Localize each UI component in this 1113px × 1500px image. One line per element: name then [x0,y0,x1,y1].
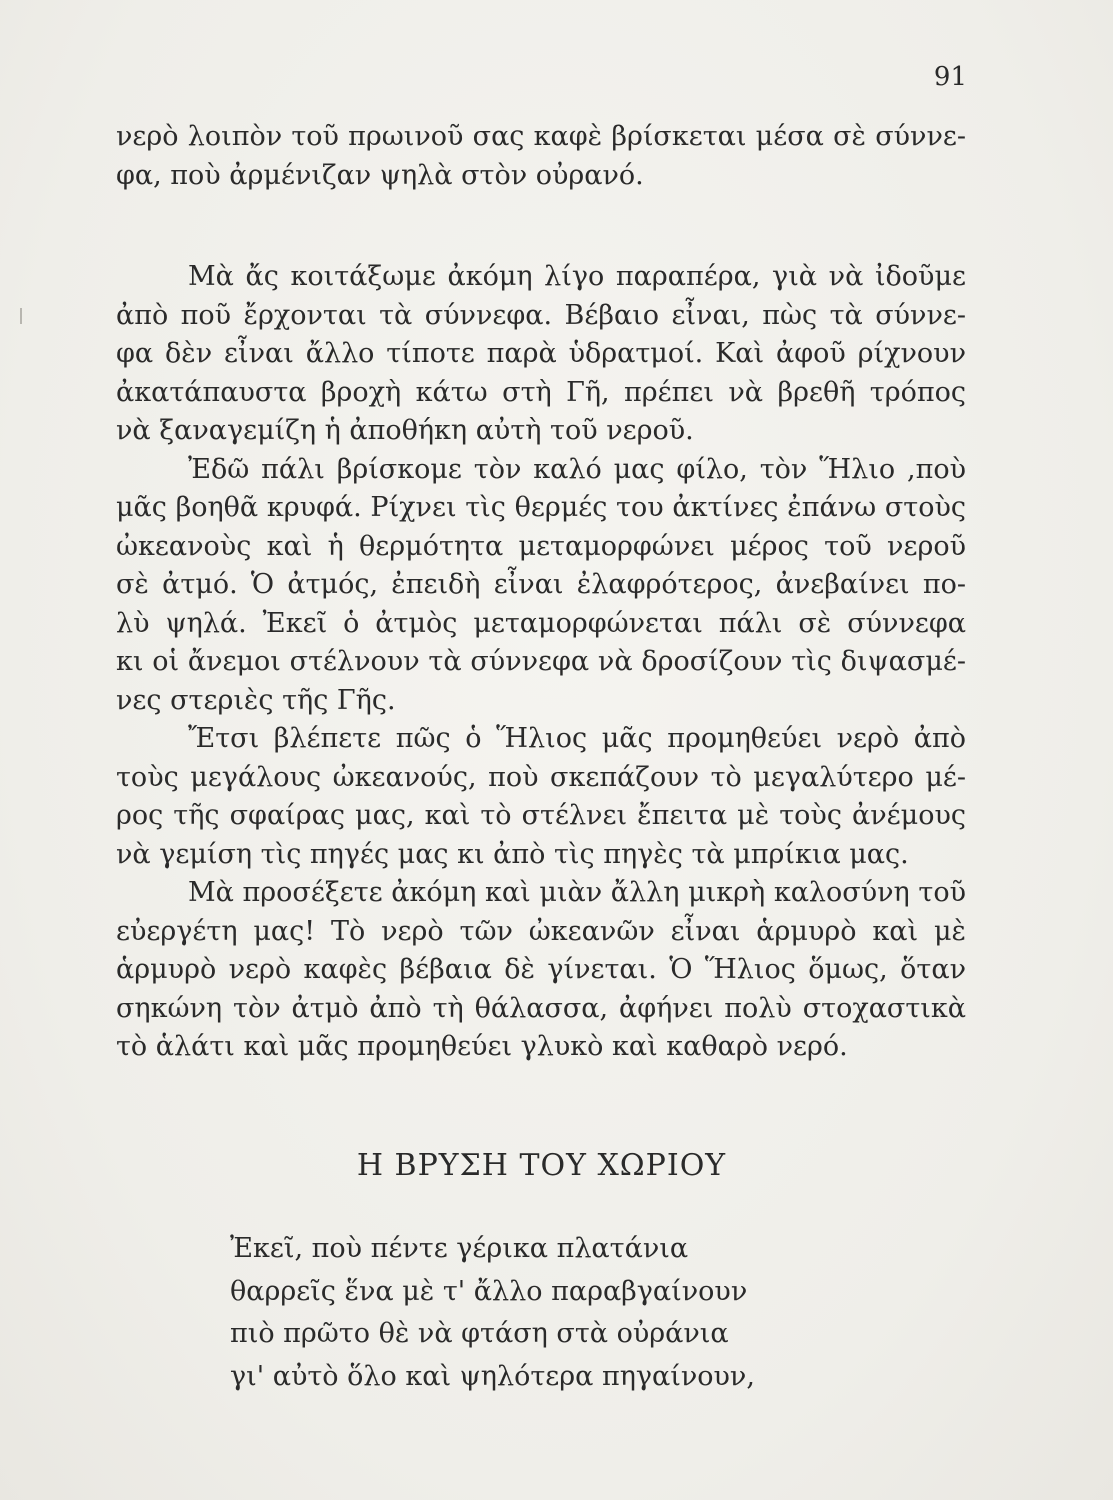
text-line: λὺ ψηλά. Ἐκεῖ ὁ ἀτμὸς μεταμορφώνεται πάλι σὲ σύννεφα [116,607,966,639]
text-line: εὐεργέτη μας! Τὸ νερὸ τῶν ὠκεανῶν εἶναι ἁρμυρὸ καὶ μὲ [116,915,966,947]
text-line: νες στεριὲς τῆς Γῆς. [116,684,396,716]
poem-line: θαρρεῖς ἕνα μὲ τ' ἄλλο παραβγαίνουν [230,1275,748,1307]
text-line: ἀπὸ ποῦ ἔρχονται τὰ σύννεφα. Βέβαιο εἶναι, πὼς τὰ σύννε- [116,299,966,331]
text-line: ἀκατάπαυστα βροχὴ κάτω στὴ Γῆ, πρέπει νὰ βρεθῆ τρόπος [116,376,966,408]
text-block-main [116,258,966,1067]
text-line: τὸ ἁλάτι καὶ μᾶς προμηθεύει γλυκὸ καὶ καθαρὸ νερό. [116,1031,848,1062]
text-line: ἁρμυρὸ νερὸ καφὲς βέβαια δὲ γίνεται. Ὁ Ἥλιος ὅμως, ὅταν [116,954,966,985]
margin-mark [20,308,22,324]
text-line: Μὰ προσέξετε ἀκόμη καὶ μιὰν ἄλλη μικρὴ καλοσύνη τοῦ [188,877,966,908]
poem-line: πιὸ πρῶτο θὲ νὰ φτάση στὰ οὐράνια [230,1318,729,1349]
text-line: Ἔτσι βλέπετε πῶς ὁ Ἥλιος μᾶς προμηθεύει νερὸ ἀπὸ [188,723,966,754]
text-line: σηκώνη τὸν ἀτμὸ ἀπὸ τὴ θάλασσα, ἀφήνει πολὺ στοχαστικὰ [116,992,966,1024]
text-line: Ἐδῶ πάλι βρίσκομε τὸν καλό μας φίλο, τὸν Ἥλιο ,ποὺ [188,453,966,485]
poem-line: γι' αὐτὸ ὅλο καὶ ψηλότερα πηγαίνουν, [230,1360,755,1392]
paragraph [116,451,966,721]
text-line: Μὰ ἄς κοιτάξωμε ἀκόμη λίγο παραπέρα, γιὰ νὰ ἰδοῦμε [188,261,966,292]
text-line: σὲ ἀτμό. Ὁ ἀτμός, ἐπειδὴ εἶναι ἐλαφρότερος, ἀνεβαίνει πο- [116,569,966,600]
text-line: νὰ ξαναγεμίζη ἡ ἀποθήκη αὐτὴ τοῦ νεροῦ. [116,415,694,446]
poem-line: Ἐκεῖ, ποὺ πέντε γέρικα πλατάνια [230,1233,689,1264]
poem [230,1228,755,1398]
paragraph [116,874,966,1067]
text-line: ρος τῆς σφαίρας μας, καὶ τὸ στέλνει ἔπειτα μὲ τοὺς ἀνέμους [116,800,966,831]
section-heading-text: Η ΒΡΥΣΗ ΤΟΥ ΧΩΡΙΟΥ [356,1148,727,1183]
text-line: κι οἱ ἄνεμοι στέλνουν τὰ σύννεφα νὰ δροσίζουν τὶς διψασμέ- [116,646,966,677]
text-block-top [116,118,966,195]
text-line: νερὸ λοιπὸν τοῦ πρωινοῦ σας καφὲ βρίσκεται μέσα σὲ σύννε- [116,121,966,152]
paragraph [116,720,966,874]
text-line: νὰ γεμίση τὶς πηγές μας κι ἀπὸ τὶς πηγὲς τὰ μπρίκια μας. [116,838,909,870]
text-line: φα δὲν εἶναι ἄλλο τίποτε παρὰ ὑδρατμοί. Καὶ ἀφοῦ ρίχνουν [116,338,966,369]
text-line: φα, ποὺ ἀρμένιζαν ψηλὰ στὸν οὐρανό. [116,159,644,191]
paragraph [116,258,966,451]
page-number: 91 [933,62,967,92]
section-heading [0,1148,1113,1183]
text-line: τοὺς μεγάλους ὠκεανούς, ποὺ σκεπάζουν τὸ μεγαλύτερο μέ- [116,761,966,793]
text-line: μᾶς βοηθᾶ κρυφά. Ρίχνει τὶς θερμές του ἀκτίνες ἐπάνω στοὺς [116,492,966,523]
text-line: ὠκεανοὺς καὶ ἡ θερμότητα μεταμορφώνει μέρος τοῦ νεροῦ [116,530,966,562]
